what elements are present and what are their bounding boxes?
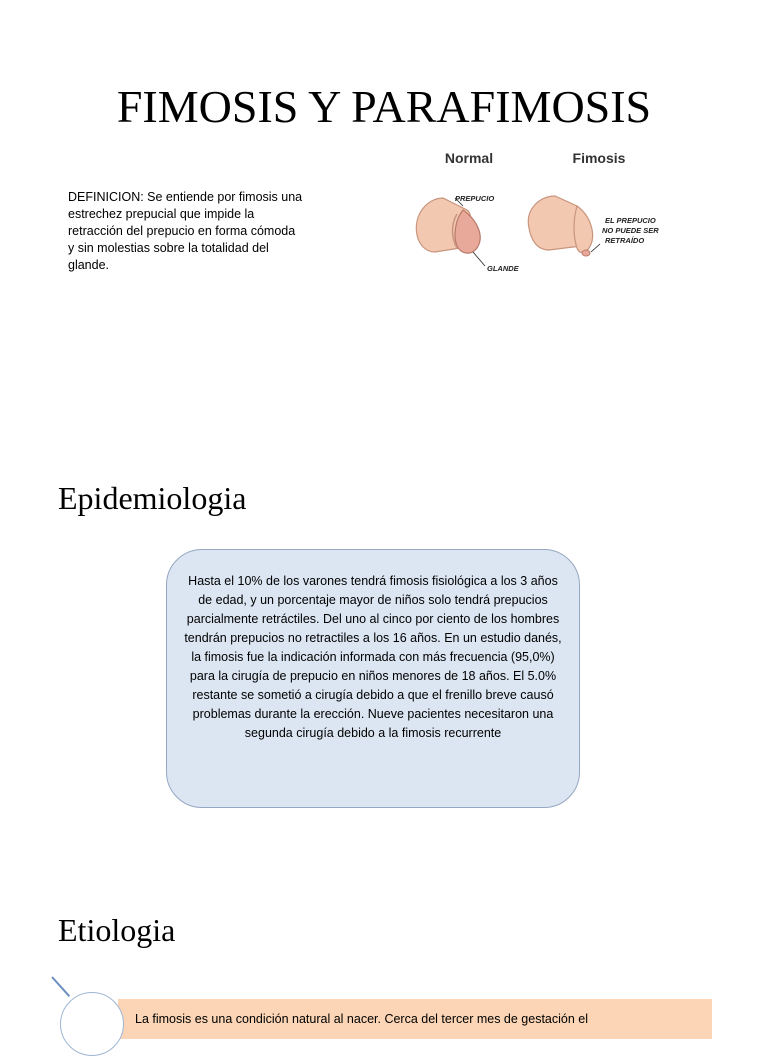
etiologia-text: La fimosis es una condición natural al nacer. Cerca del tercer mes de gestación el xyxy=(135,1012,589,1026)
label-glande: GLANDE xyxy=(487,264,519,273)
epidemiologia-text: Hasta el 10% de los varones tendrá fimosis fisiológica a los 3 años de edad, y un porcentaje mayor de niños solo tendrá prepucios parcialmente retráctiles. Del uno al cinco por ciento de los hombres tendrán prepucios no retractiles a los 16 años. En un estudio danés, la fimosis fue la indicación informada con más frecuencia (95,0%) para la cirugía de prepucio en niños menores de 18 años. El 5.0% restante se sometió a cirugía debido a que el frenillo breve causó problemas durante la erección. Nueve pacientes necesitaron una segunda cirugía debido a la fimosis recurrente xyxy=(184,574,562,740)
label-normal: Normal xyxy=(444,150,494,166)
page-title: FIMOSIS Y PARAFIMOSIS xyxy=(116,81,652,132)
epidemiologia-box xyxy=(166,549,580,808)
etiologia-connector-line xyxy=(51,976,70,997)
etiologia-bullet-circle xyxy=(60,992,124,1056)
illustration-svg xyxy=(405,140,673,290)
normal-vs-fimosis-illustration xyxy=(405,140,673,290)
definition-text: DEFINICION: Se entiende por fimosis una estrechez prepucial que impide la retracción del prepucio en forma cómoda y sin molestias sobre la totalidad del glande. xyxy=(68,190,303,272)
etiologia-heading: Etiologia xyxy=(58,912,176,948)
label-note-line1: EL PREPUCIO xyxy=(605,216,656,225)
label-note-line3: RETRAÍDO xyxy=(605,236,645,245)
label-note-line2: NO PUEDE SER xyxy=(602,226,659,235)
label-fimosis: Fimosis xyxy=(572,150,626,166)
label-prepucio: PREPUCIO xyxy=(455,194,495,203)
epidemiologia-heading: Epidemiologia xyxy=(58,480,247,516)
etiologia-box xyxy=(118,999,712,1039)
